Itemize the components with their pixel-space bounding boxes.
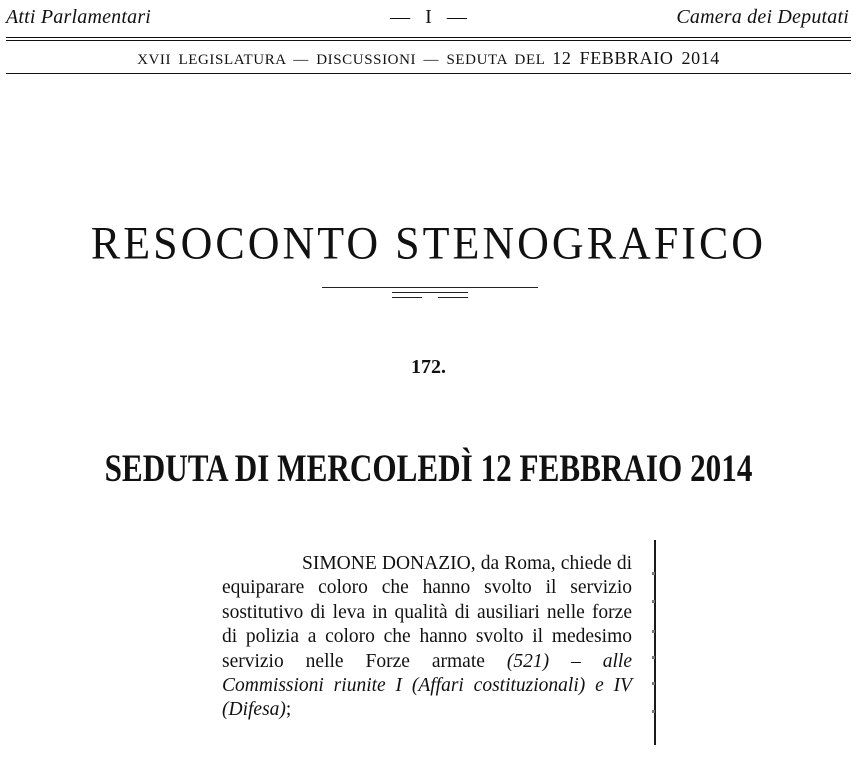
header-double-rule	[6, 37, 851, 41]
page-number: — I —	[390, 6, 467, 28]
petition-text	[222, 552, 632, 723]
legislature-subheader-date: 12 FEBBRAIO 2014	[552, 48, 720, 68]
legislature-subheader	[0, 48, 857, 69]
session-number: 172.	[411, 356, 446, 378]
session-title: SEDUTA DI MERCOLEDÌ 12 FEBBRAIO 2014	[104, 447, 753, 491]
petition-ending: ;	[285, 699, 292, 721]
document-title: RESOCONTO STENOGRAFICO	[90, 217, 767, 270]
title-ornament	[322, 287, 538, 301]
subheader-rule	[6, 73, 851, 74]
header-right-title: Camera dei Deputati	[676, 6, 849, 28]
petition-paragraph	[222, 552, 632, 723]
petition-body: da Roma, chiede di equiparare coloro che hanno svolto il servizio sostitutivo di leva in qualità di ausiliari nelle forze di polizia a coloro che hanno svolto il medesimo servizio nelle Forze armate	[222, 553, 632, 672]
legislature-subheader-text: XVII LEGISLATURA — DISCUSSIONI — SEDUTA DEL	[137, 52, 545, 68]
petitioner-name: SIMONE DONAZIO,	[302, 553, 476, 574]
petition-reference: (521) – alle Commissioni riunite I (Affari costituzionali) e IV (Difesa)	[222, 650, 632, 721]
column-divider-marks	[652, 572, 658, 752]
header-left-title: Atti Parlamentari	[6, 6, 152, 28]
